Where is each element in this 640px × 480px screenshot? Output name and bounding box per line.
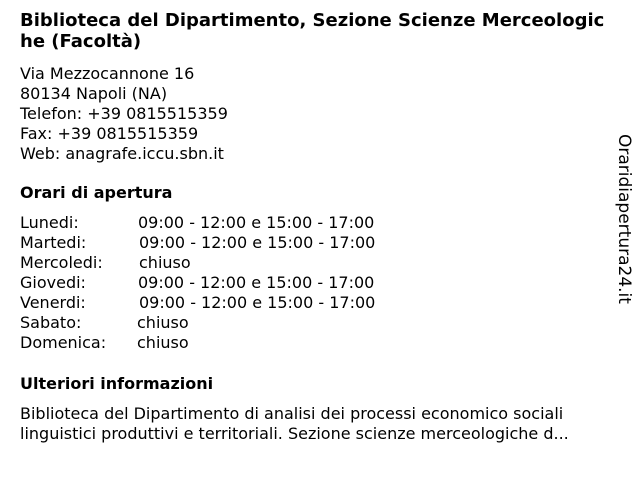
day-hours: chiuso <box>139 253 191 272</box>
site-watermark: Oraridiapertura24.it <box>614 134 634 304</box>
street-address: Via Mezzocannone 16 <box>20 64 195 83</box>
further-info-heading: Ulteriori informazioni <box>20 374 214 393</box>
day-hours: 09:00 - 12:00 e 15:00 - 17:00 <box>139 233 376 252</box>
day-hours: 09:00 - 12:00 e 15:00 - 17:00 <box>138 273 375 292</box>
opening-hours-heading: Orari di apertura <box>20 183 173 202</box>
library-title: Biblioteca del Dipartimento, Sezione Scienze Merceologiche (Facoltà) <box>20 10 605 52</box>
city-postal: 80134 Napoli (NA) <box>20 84 168 103</box>
day-hours: 09:00 - 12:00 e 15:00 - 17:00 <box>138 213 375 232</box>
day-hours: 09:00 - 12:00 e 15:00 - 17:00 <box>139 293 376 312</box>
day-label: Lunedi: <box>20 213 79 232</box>
description-line: Biblioteca del Dipartimento di analisi dei processi economico sociali <box>20 404 564 423</box>
day-hours: chiuso <box>137 333 189 352</box>
day-label: Mercoledi: <box>20 253 103 272</box>
day-hours: chiuso <box>137 313 189 332</box>
phone-number: Telefon: +39 0815515359 <box>20 104 228 123</box>
further-info-description <box>20 404 620 444</box>
contact-block <box>20 64 228 164</box>
day-label: Sabato: <box>20 313 82 332</box>
website: Web: anagrafe.iccu.sbn.it <box>20 144 224 163</box>
day-label: Venerdi: <box>20 293 86 312</box>
fax-number: Fax: +39 0815515359 <box>20 124 199 143</box>
day-label: Domenica: <box>20 333 107 352</box>
description-line: linguistici produttivi e territoriali. Sezione scienze merceologiche d... <box>20 424 569 443</box>
day-label: Giovedi: <box>20 273 86 292</box>
day-label: Martedi: <box>20 233 87 252</box>
